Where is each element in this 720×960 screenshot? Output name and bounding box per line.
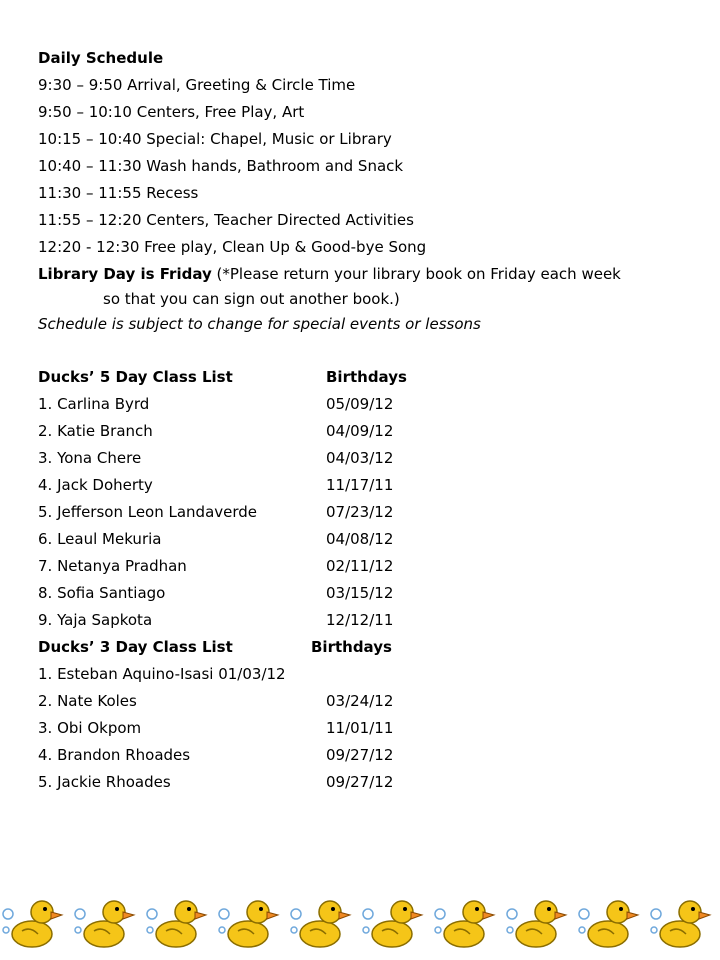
student-birthday: 04/09/12: [326, 422, 394, 440]
student-name: 7. Netanya Pradhan: [38, 557, 187, 575]
student-birthday: 07/23/12: [326, 503, 394, 521]
class5-heading: Ducks’ 5 Day Class List: [38, 368, 233, 386]
rubber-duck-icon: [288, 884, 358, 954]
rubber-duck-icon: [0, 884, 70, 954]
student-birthday: 05/09/12: [326, 395, 394, 413]
library-note-text: (*Please return your library book on Friday each week: [211, 265, 621, 283]
student-name: 9. Yaja Sapkota: [38, 611, 153, 629]
rubber-duck-icon: [504, 884, 574, 954]
schedule-item: 11:55 – 12:20 Centers, Teacher Directed Activities: [38, 211, 414, 229]
rubber-duck-icon: [144, 884, 214, 954]
schedule-change-note: Schedule is subject to change for special events or lessons: [38, 315, 481, 333]
student-name: 8. Sofia Santiago: [38, 584, 166, 602]
student-birthday: 09/27/12: [326, 746, 394, 764]
student-birthday: 12/12/11: [326, 611, 394, 629]
student-name: 4. Brandon Rhoades: [38, 746, 191, 764]
schedule-item: 10:15 – 10:40 Special: Chapel, Music or Library: [38, 130, 392, 148]
student-name: 4. Jack Doherty: [38, 476, 153, 494]
student-name: 5. Jefferson Leon Landaverde: [38, 503, 258, 521]
student-name: 3. Obi Okpom: [38, 719, 142, 737]
student-name: 1. Carlina Byrd: [38, 395, 150, 413]
schedule-item: 12:20 - 12:30 Free play, Clean Up & Good-bye Song: [38, 238, 427, 256]
rubber-duck-icon: [432, 884, 502, 954]
rubber-duck-icon: [576, 884, 646, 954]
student-birthday: 04/08/12: [326, 530, 394, 548]
student-birthday: 03/24/12: [326, 692, 394, 710]
student-birthday: 09/27/12: [326, 773, 394, 791]
student-name: 6. Leaul Mekuria: [38, 530, 162, 548]
student-birthday: 11/01/11: [326, 719, 394, 737]
library-day-label: Library Day is Friday: [38, 265, 212, 283]
student-birthday: 02/11/12: [326, 557, 394, 575]
student-name: 3. Yona Chere: [38, 449, 142, 467]
class5-birthdays-heading: Birthdays: [326, 368, 407, 386]
student-name: 1. Esteban Aquino-Isasi 01/03/12: [38, 665, 286, 683]
student-name: 2. Nate Koles: [38, 692, 137, 710]
library-note-continued: so that you can sign out another book.): [103, 290, 400, 308]
student-name: 2. Katie Branch: [38, 422, 153, 440]
schedule-item: 10:40 – 11:30 Wash hands, Bathroom and Snack: [38, 157, 404, 175]
rubber-duck-icon: [216, 884, 286, 954]
rubber-duck-icon: [360, 884, 430, 954]
rubber-duck-icon: [648, 884, 718, 954]
class3-birthdays-heading: Birthdays: [311, 638, 392, 656]
student-name: 5. Jackie Rhoades: [38, 773, 171, 791]
library-day-note: [38, 264, 621, 284]
student-birthday: 03/15/12: [326, 584, 394, 602]
class3-heading: Ducks’ 3 Day Class List: [38, 638, 233, 656]
schedule-item: 11:30 – 11:55 Recess: [38, 184, 199, 202]
student-birthday: 04/03/12: [326, 449, 394, 467]
schedule-title: Daily Schedule: [38, 49, 164, 67]
student-birthday: 11/17/11: [326, 476, 394, 494]
schedule-item: 9:50 – 10:10 Centers, Free Play, Art: [38, 103, 305, 121]
duck-border: [0, 884, 720, 960]
schedule-item: 9:30 – 9:50 Arrival, Greeting & Circle Time: [38, 76, 356, 94]
rubber-duck-icon: [72, 884, 142, 954]
